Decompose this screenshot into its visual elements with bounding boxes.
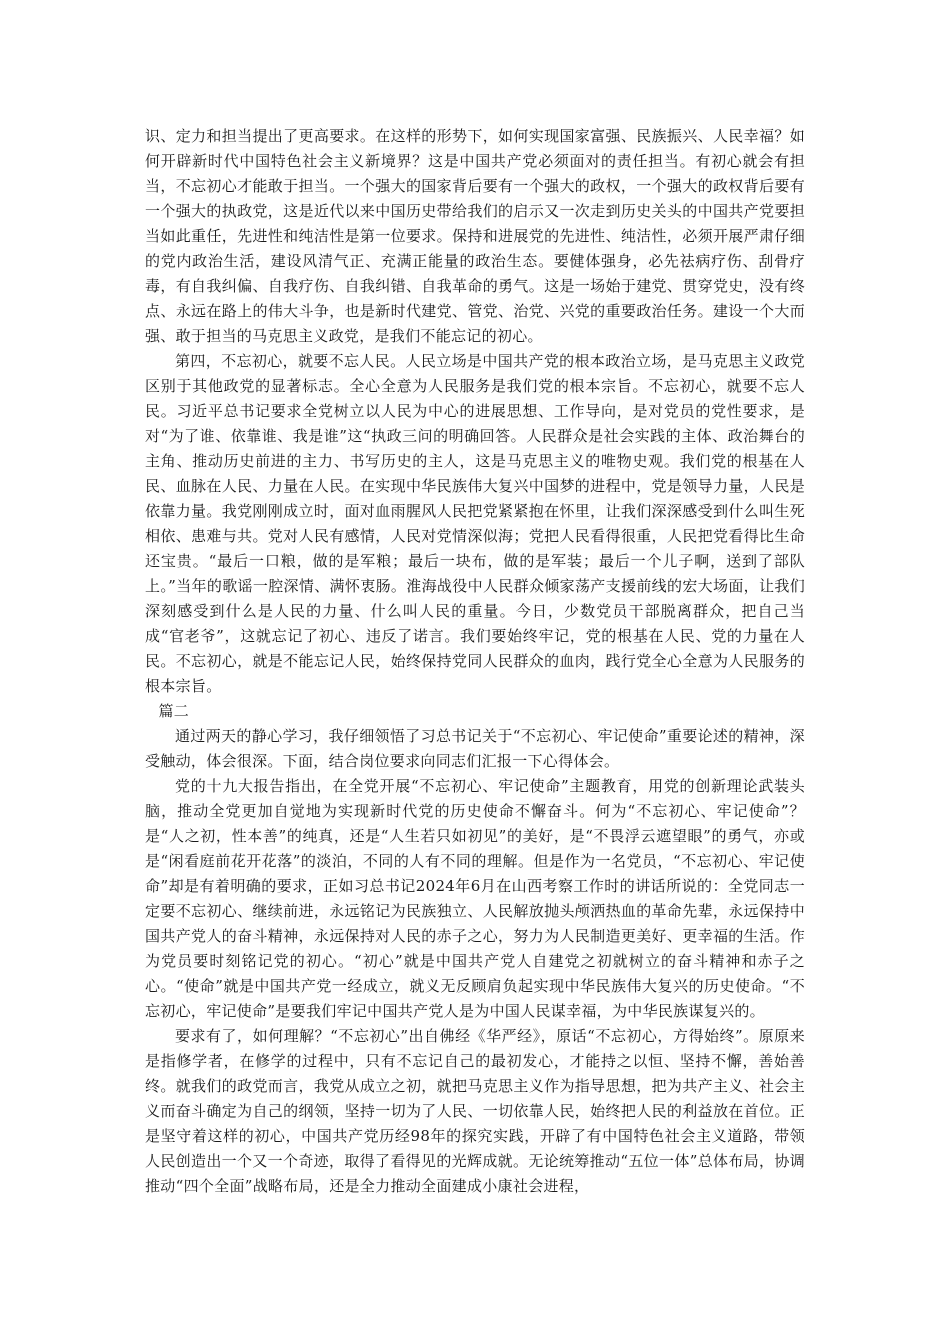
paragraph-continuation: 识、定力和担当提出了更高要求。在这样的形势下，如何实现国家富强、民族振兴、人民幸福？如何开辟新时代中国特色社会主义新境界？这是中国共产党必须面对的责任担当。有初心就会有担当，不忘初心才能敢于担当。一个强大的国家背后要有一个强大的政权，一个强大的政权背后要有一个强大的执政党，这是近代以来中国历史带给我们的启示又一次走到历史关头的中国共产党要担当如此重任，先进性和纯洁性是第一位要求。保持和进展党的先进性、纯洁性，必须开展严肃仔细的党内政治生活，建设风清气正、充满正能量的政治生态。要健体强身，必先祛病疗伤、刮骨疗毒，有自我纠偏、自我疗伤、自我纠错、自我革命的勇气。这是一场始于建党、贯穿党史，没有终点、永远在路上的伟大斗争，也是新时代建党、管党、治党、兴党的重要政治任务。建设一个大而强、敢于担当的马克思主义政党，是我们不能忘记的初心。: [145, 127, 805, 345]
paragraph-fourth-point: 第四，不忘初心，就要不忘人民。人民立场是中国共产党的根本政治立场，是马克思主义政党区别于其他政党的显著标志。全心全意为人民服务是我们党的根本宗旨。不忘初心，就要不忘人民。习近平总书记要求全党树立以人民为中心的进展思想、工作导向，是对党员的党性要求，是对“为了谁、依靠谁、我是谁”这“执政三问的明确回答。人民群众是社会实践的主体、政治舞台的主角、推动历史前进的主力、书写历史的主人，这是马克思主义的唯物史观。我们党的根基在人民、血脉在人民、力量在人民。在实现中华民族伟大复兴中国梦的进程中，党是领导力量，人民是依靠力量。我党刚刚成立时，面对血雨腥风人民把党紧紧抱在怀里，让我们深深感受到什么叫生死相依、患难与共。党对人民有感情，人民对党情深似海；党把人民看得很重，人民把党看得比生命还宝贵。“最后一口粮，做的是军粮；最后一块布，做的是军装；最后一个儿子啊，送到了部队上。”当年的歌谣一腔深情、满怀衷肠。淮海战役中人民群众倾家荡产支援前线的宏大场面，让我们深刻感受到什么是人民的力量、什么叫人民的重量。今日，少数党员干部脱离群众，把自己当成“官老爷”，这就忘记了初心、违反了诺言。我们要始终牢记，党的根基在人民、党的力量在人民。不忘初心，就是不能忘记人民，始终保持党同人民群众的血肉，践行党全心全意为人民服务的根本宗旨。: [145, 352, 805, 695]
section-heading-part-two: 篇二: [158, 702, 190, 720]
document-body: [145, 124, 805, 1199]
paragraph-intro: 通过两天的静心学习，我仔细领悟了习总书记关于“不忘初心、牢记使命”重要论述的精神，深受触动，体会很深。下面，结合岗位要求向同志们汇报一下心得体会。: [145, 727, 805, 770]
paragraph-understanding: 要求有了，如何理解？“不忘初心”出自佛经《华严经》，原话“不忘初心，方得始终”。原原来是指修学者，在修学的过程中，只有不忘记自己的最初发心，才能持之以恒、坚持不懈，善始善终。就我们的政党而言，我党从成立之初，就把马克思主义作为指导思想，把为共产主义、社会主义而奋斗确定为自己的纲领，坚持一切为了人民、一切依靠人民，始终把人民的利益放在首位。正是坚守着这样的初心，中国共产党历经98年的探究实践，开辟了有中国特色社会主义道路，带领人民创造出一个又一个奇迹，取得了看得见的光辉成就。无论统筹推动“五位一体”总体布局，协调推动“四个全面”战略布局，还是全力推动全面建成小康社会进程，: [145, 1027, 805, 1195]
paragraph-report: 党的十九大报告指出，在全党开展“不忘初心、牢记使命”主题教育，用党的创新理论武装头脑，推动全党更加自觉地为实现新时代党的历史使命不懈奋斗。何为“不忘初心、牢记使命”？是“人之初，性本善”的纯真，还是“人生若只如初见”的美好，是“不畏浮云遮望眼”的勇气，亦或是“闲看庭前花开花落”的淡泊，不同的人有不同的理解。但是作为一名党员，“不忘初心、牢记使命”却是有着明确的要求，正如习总书记2024年6月在山西考察工作时的讲话所说的：全党同志一定要不忘初心、继续前进，永远铭记为民族独立、人民解放抛头颅洒热血的革命先辈，永远保持中国共产党人的奋斗精神，永远保持对人民的赤子之心，努力为人民制造更美好、更幸福的生活。作为党员要时刻铭记党的初心。“初心”就是中国共产党人自建党之初就树立的奋斗精神和赤子之心。“使命”就是中国共产党一经成立，就义无反顾肩负起实现中华民族伟大复兴的历史使命。“不忘初心，牢记使命”是要我们牢记中国共产党人是为中国人民谋幸福，为中华民族谋复兴的。: [145, 777, 805, 1020]
